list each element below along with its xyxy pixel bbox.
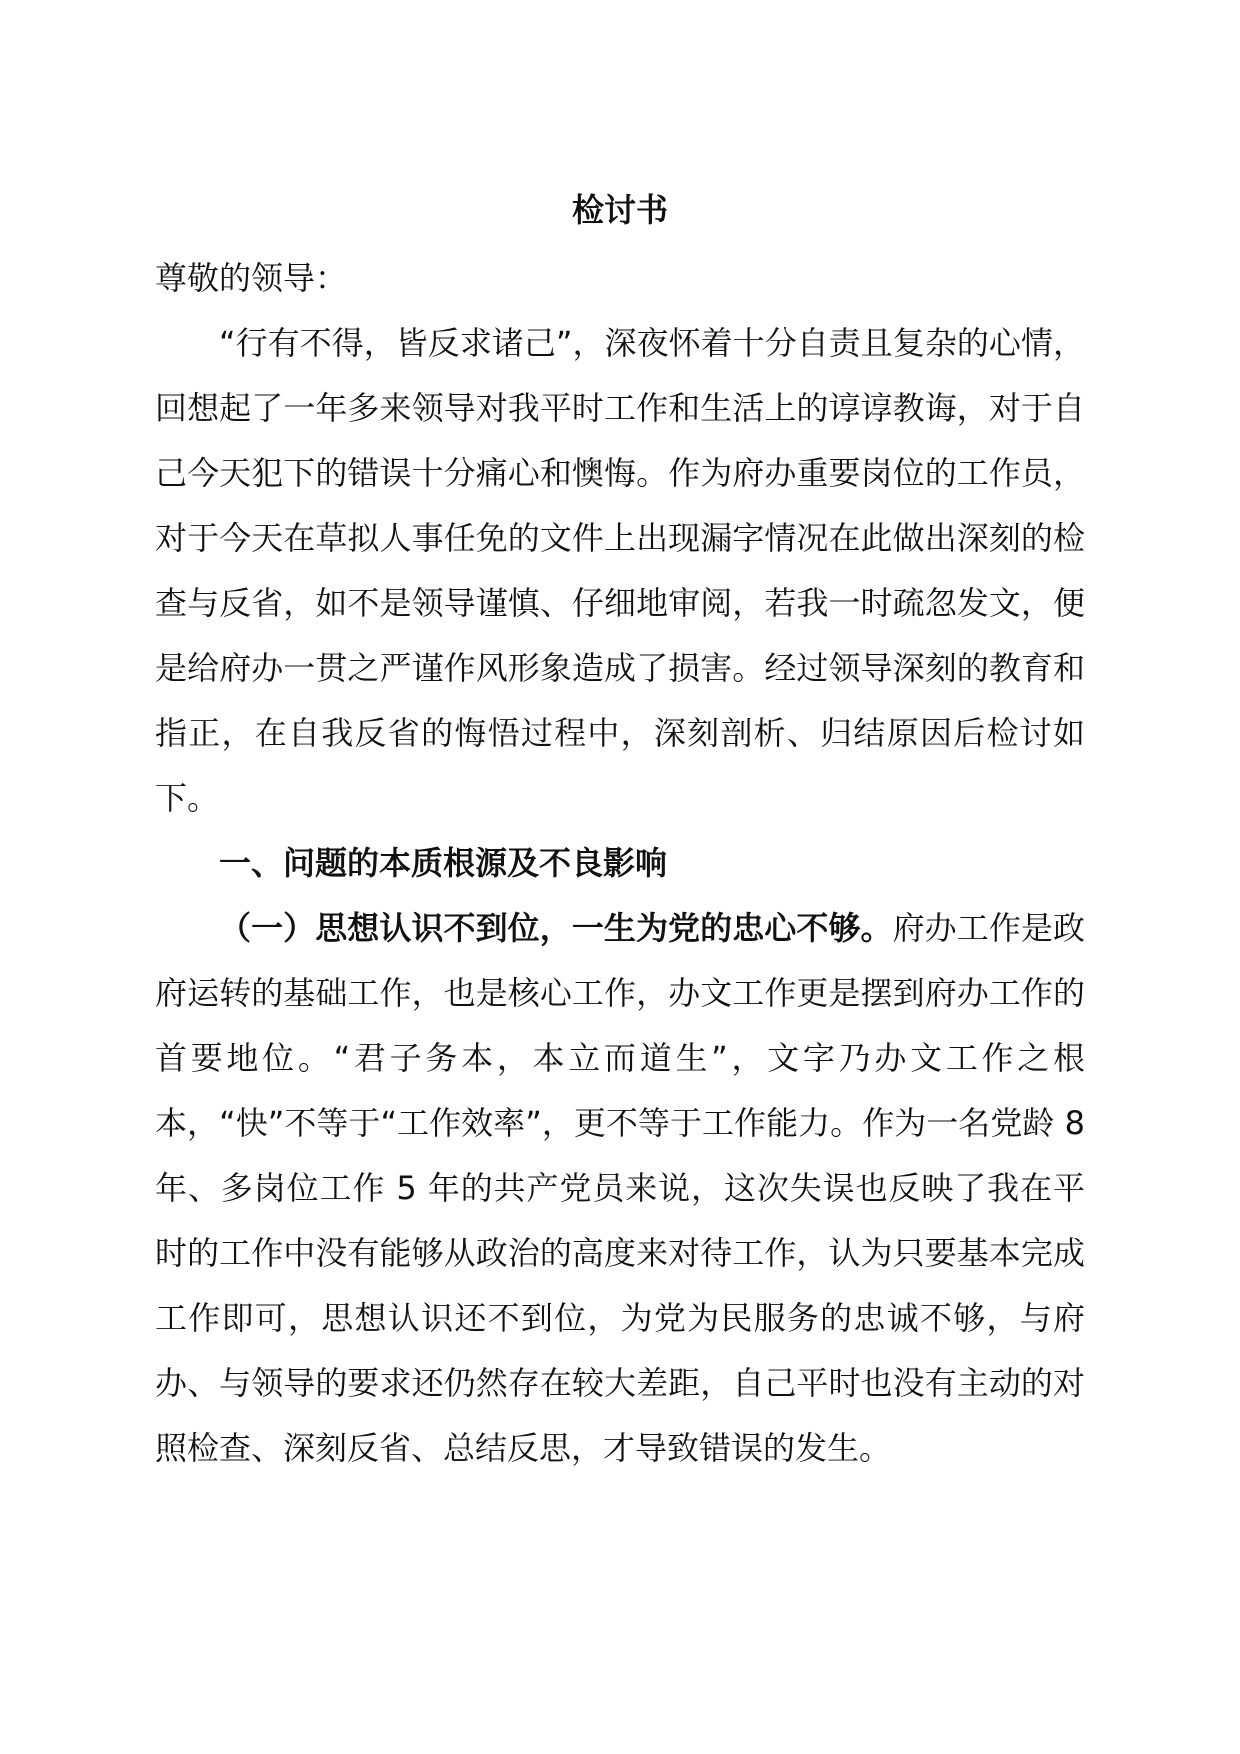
document-title: 检讨书 [571, 191, 668, 229]
subsection-heading: （一）思想认识不到位，一生为党的忠心不够。 [219, 909, 893, 947]
subsection-body: 府办工作是政府运转的基础工作，也是核心工作，办文工作更是摆到府办工作的首要地位。“君子务本，本立而道生”，文字乃办文工作之根本，“快”不等于“工作效率”，更不等于工作能力。作为一名党龄 8 年、多岗位工作 5 年的共产党员来说，这次失误也反映了我在平时的工作中没有能够从政治的高度来对待工作，认为只要基本完成工作即可，思想认识还不到位，为党为民服务的忠诚不够，与府办、与领导的要求还仍然存在较大差距，自己平时也没有主动的对照检查、深刻反省、总结反思，才导致错误的发生。 [155, 909, 1085, 1467]
subsection-paragraph [155, 896, 1085, 1481]
intro-paragraph: “行有不得，皆反求诸己”，深夜怀着十分自责且复杂的心情，回想起了一年多来领导对我平时工作和生活上的谆谆教诲，对于自己今天犯下的错误十分痛心和懊悔。作为府办重要岗位的工作员，对于今天在草拟人事任免的文件上出现漏字情况在此做出深刻的检查与反省，如不是领导谨慎、仔细地审阅，若我一时疏忽发文，便是给府办一贯之严谨作风形象造成了损害。经过领导深刻的教育和指正，在自我反省的悔悟过程中，深刻剖析、归结原因后检讨如下。 [155, 324, 1085, 817]
salutation: 尊敬的领导： [155, 259, 348, 297]
document-body [155, 246, 1085, 1481]
section-heading: 一、问题的本质根源及不良影响 [219, 844, 668, 882]
